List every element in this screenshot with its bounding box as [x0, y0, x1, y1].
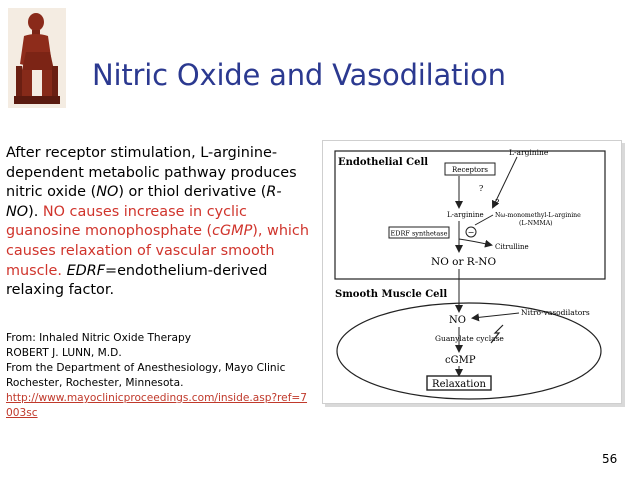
body-text-1: After receptor stimulation, L-arginine-dependent metabolic pathway produces nitric oxide ( — [6, 145, 297, 201]
cgmp-label: cGMP — [445, 355, 476, 366]
source-link[interactable]: http://www.mayoclinicproceedings.com/inside.asp?ref=7003sc — [6, 392, 308, 419]
page-number: 56 — [602, 452, 618, 466]
citrulline-label: Citrulline — [495, 243, 529, 251]
inhibitor-label-1: Nω-monomethyl-L-arginine — [495, 212, 581, 219]
endothelial-cell-label: Endothelial Cell — [338, 157, 429, 168]
body-text-2: ) or thiol derivative ( — [118, 184, 267, 201]
highlight-text-2: ), which causes relaxation of vascular smooth muscle. — [6, 223, 309, 279]
smooth-muscle-cell-label: Smooth Muscle Cell — [335, 289, 448, 300]
body-paragraph — [6, 144, 312, 301]
l-arginine-top-label: L-arginine — [509, 148, 549, 157]
body-text-3: ). — [28, 203, 43, 220]
inhibitor-label-2: (L-NMMA) — [519, 220, 553, 227]
relaxation-label: Relaxation — [432, 379, 486, 390]
guanylate-cyclase-label: Guanylate cyclase — [435, 334, 504, 343]
source-line-2: ROBERT J. LUNN, M.D. — [6, 347, 122, 359]
edrf-definition: =endothelium-derived relaxing factor. — [6, 262, 268, 299]
question-mark-2: ? — [495, 198, 500, 207]
receptors-label: Receptors — [452, 166, 488, 174]
nitro-vasodilators-label: Nitro-vasodilators — [521, 308, 590, 317]
statue-image — [8, 8, 66, 108]
pathway-diagram — [322, 140, 622, 404]
slide-title: Nitric Oxide and Vasodilation — [92, 58, 506, 92]
nitro-vasodilators-arrow — [473, 313, 519, 318]
no-or-rno-label: NO or R-NO — [431, 256, 497, 268]
highlight-text-1: NO causes increase in cyclic guanosine monophosphate ( — [6, 203, 247, 240]
edrf-synthetase-label: EDRF synthetase — [390, 229, 448, 238]
no-label: NO — [449, 315, 466, 326]
no-abbrev: NO — [96, 184, 119, 201]
source-citation — [6, 331, 312, 421]
citrulline-arrow — [459, 239, 491, 245]
rno-abbrev: R-NO — [6, 184, 282, 220]
source-line-3: From the Department of Anesthesiology, Mayo Clinic Rochester, Rochester, Minnesota. — [6, 362, 286, 389]
cgmp-abbrev: cGMP — [212, 223, 253, 240]
edrf-abbrev: EDRF — [66, 262, 106, 279]
question-mark-1: ? — [479, 184, 484, 193]
source-line-1: From: Inhaled Nitric Oxide Therapy — [6, 332, 191, 344]
l-arginine-label: L-arginine — [447, 211, 484, 219]
pathway-diagram-svg — [323, 141, 621, 403]
inhibition-minus: − — [467, 228, 475, 237]
